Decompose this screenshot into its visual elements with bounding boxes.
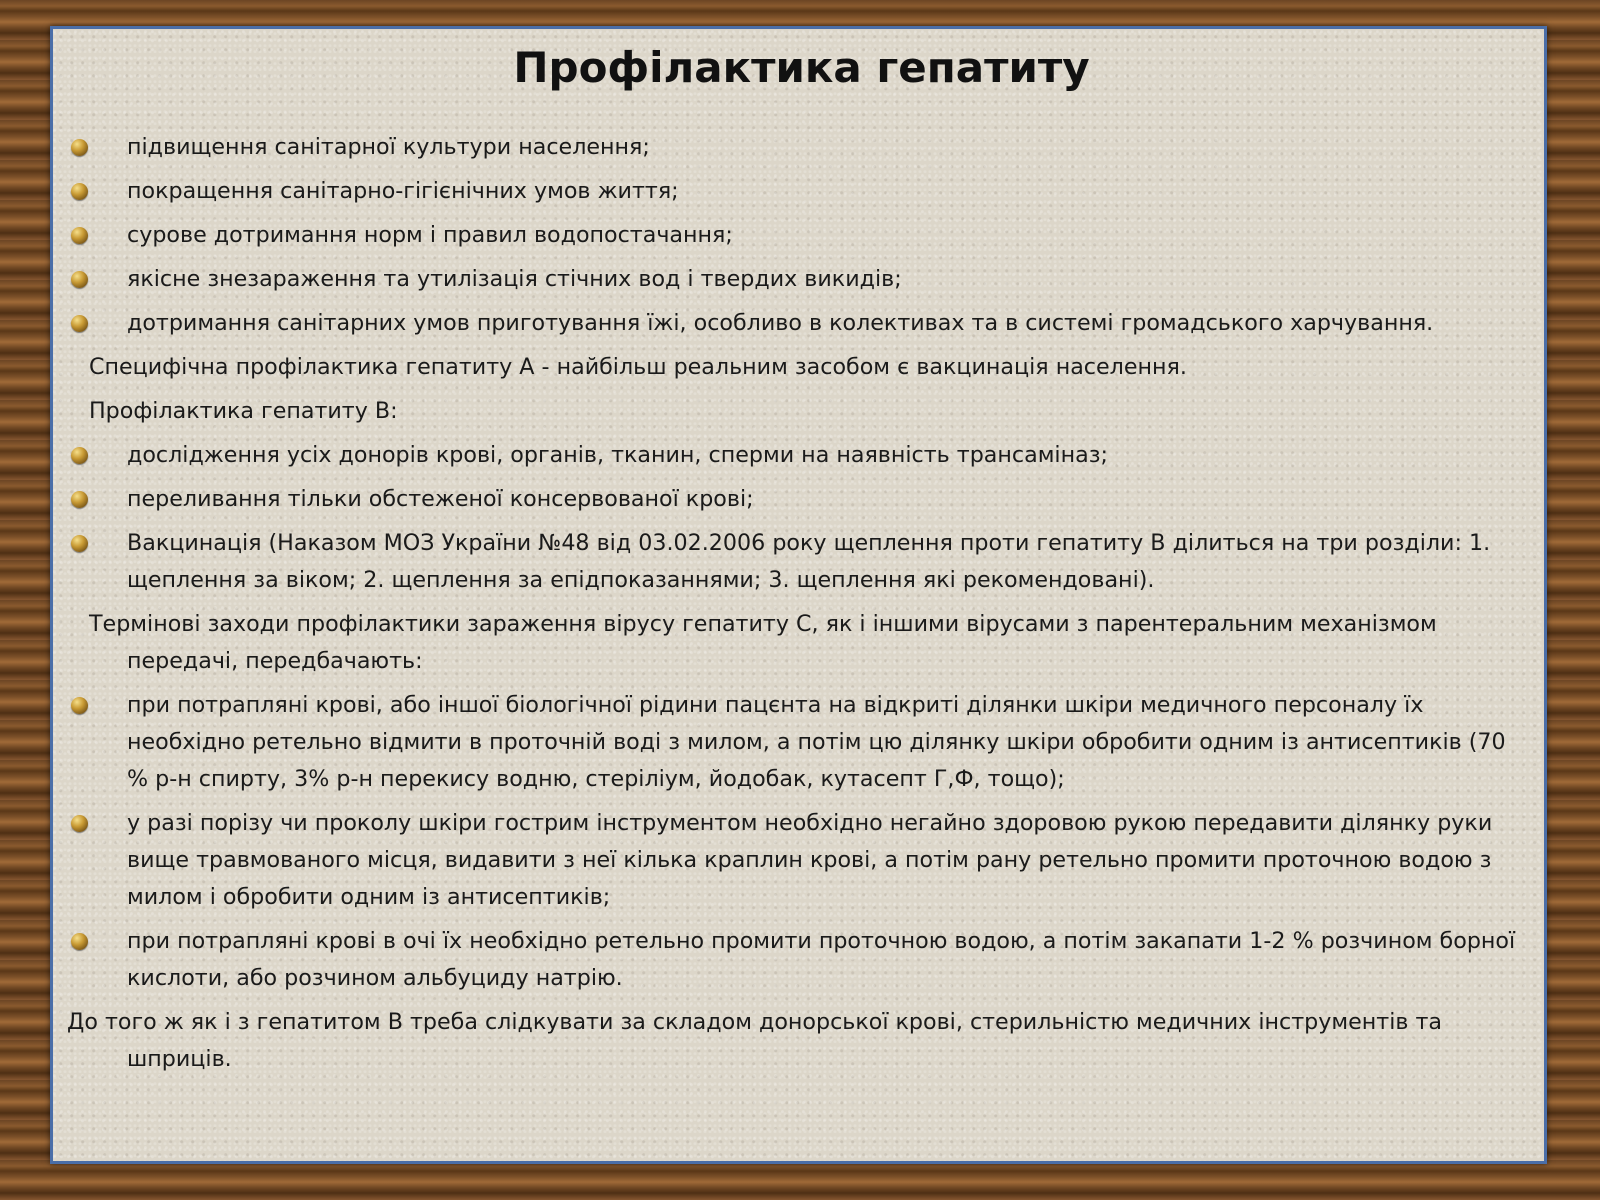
bullet-icon xyxy=(71,139,88,156)
list-item-text: при потрапляні крові в очі їх необхідно ретельно промити проточною водою, а потім закапати 1-2 % розчином борної кислоти, або розчином альбуциду натрію. xyxy=(127,928,1516,991)
list-item-text: Вакцинація (Наказом МОЗ України №48 від 03.02.2006 року щеплення проти гепатиту В ділиться на три розділи: 1. щеплення за віком; 2. щеплення за епідпоказаннями; 3. щеплення які рекомендовані). xyxy=(127,530,1491,593)
list-item-text: переливання тільки обстеженої консервованої крові; xyxy=(127,486,754,512)
bullet-icon xyxy=(71,183,88,200)
list-item xyxy=(67,525,1524,599)
list-item xyxy=(67,173,1524,210)
list-item xyxy=(67,687,1524,798)
paragraph-hepatitis-a: Специфічна профілактика гепатиту А - найбільш реальним засобом є вакцинація населення. xyxy=(89,354,1187,380)
list-item-text: якісне знезараження та утилізація стічних вод і твердих викидів; xyxy=(127,266,902,292)
list-item xyxy=(67,305,1524,342)
bullet-icon xyxy=(71,447,88,464)
bullet-icon xyxy=(71,933,88,950)
paragraph-hepatitis-b-heading: Профілактика гепатиту В: xyxy=(89,398,398,424)
bullet-icon xyxy=(71,697,88,714)
bullet-icon xyxy=(71,315,88,332)
list-item xyxy=(67,129,1524,166)
paragraph-conclusion: До того ж як і з гепатитом В треба слідкувати за складом донорської крові, стерильністю медичних інструментів та шприців. xyxy=(67,1009,1443,1072)
list-item-text: дослідження усіх донорів крові, органів, тканин, сперми на наявність трансаміназ; xyxy=(127,442,1108,468)
bullet-icon xyxy=(71,535,88,552)
list-item-text: при потрапляні крові, або іншої біологічної рідини пацєнта на відкриті ділянки шкіри медичного персоналу їх необхідно ретельно відмити в проточній воді з милом, а потім цю ділянку шкіри обробити одним із антисептиків (70 % р-н спирту, 3% р-н перекису водню, стеріліум, йодобак, кутасепт Г,Ф, тощо); xyxy=(127,692,1506,792)
slide-body xyxy=(67,129,1524,1085)
list-item xyxy=(67,923,1524,997)
bullet-icon xyxy=(71,227,88,244)
list-item xyxy=(67,481,1524,518)
list-item-text: дотримання санітарних умов приготування їжі, особливо в колективах та в системі громадського харчування. xyxy=(127,310,1434,336)
list-item xyxy=(67,217,1524,254)
list-item xyxy=(67,261,1524,298)
list-item-text: сурове дотримання норм і правил водопостачання; xyxy=(127,222,733,248)
list-item-text: у разі порізу чи проколу шкіри гострим інструментом необхідно негайно здоровою рукою передавити ділянку руки вище травмованого місця, видавити з неї кілька краплин крові, а потім рану ретельно промити проточною водою з милом і обробити одним із антисептиків; xyxy=(127,810,1493,910)
list-item xyxy=(67,805,1524,916)
bullet-icon xyxy=(71,271,88,288)
paragraph-hepatitis-c: Термінові заходи профілактики зараження вірусу гепатиту С, як і іншими вірусами з парентеральним механізмом передачі, передбачають: xyxy=(89,611,1437,674)
slide xyxy=(50,26,1547,1164)
bullet-icon xyxy=(71,815,88,832)
slide-title: Профілактика гепатиту xyxy=(513,43,1090,92)
list-item-text: покращення санітарно-гігієнічних умов життя; xyxy=(127,178,679,204)
list-item xyxy=(67,437,1524,474)
bullet-icon xyxy=(71,491,88,508)
list-item-text: підвищення санітарної культури населення; xyxy=(127,134,650,160)
